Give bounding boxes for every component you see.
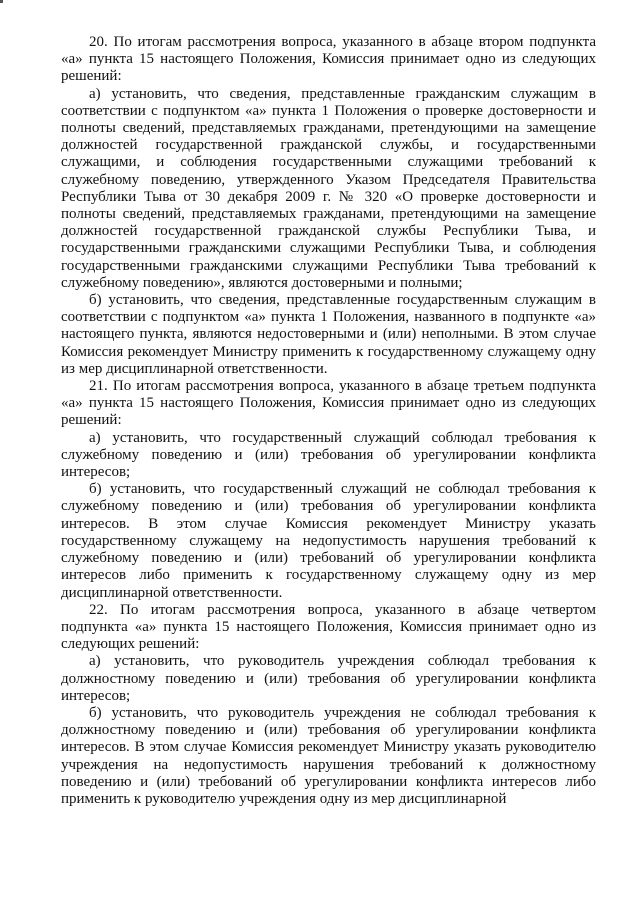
paragraph-21-a: а) установить, что государственный служащий соблюдал требования к служебному поведению и (или) требования об урегулировании конфликта интересов; [61,429,596,481]
paragraph-22-a: а) установить, что руководитель учреждения соблюдал требования к должностному поведению и (или) требования об урегулировании конфликта интересов; [61,653,596,704]
paragraph-21: 21. По итогам рассмотрения вопроса, указанного в абзаце третьем подпункта «а» пункта 15 настоящего Положения, Комиссия принимает одно из следующих решений: [61,378,596,429]
paragraph-20-b: б) установить, что сведения, представленные государственным служащим в соответствии с подпунктом «а» пункта 1 Положения, названного в подпункте «а» настоящего пункта, являются недостоверными и (или) неполными. В этом случае Комиссия рекомендует Министру применить к государственному служащему одну из мер дисциплинарной ответственности. [61,292,596,377]
paragraph-20-a: а) установить, что сведения, представленные гражданским служащим в соответствии с подпунктом «а» пункта 1 Положения о проверке достоверности и полноты сведений, представляемых гражданами, претендующими на замещение должностей государственной гражданской службы, и государственными служащими, и соблюдения государственными служащими требований к служебному поведению, утвержденного Указом Председателя Правительства Республики Тыва от 30 декабря 2009 г. № 320 «О проверке достоверности и полноты сведений, представляемых гражданами, претендующими на замещение должностей государственной гражданской службы Республики Тыва, и государственными гражданскими служащими Республики Тыва, и соблюдения государственными гражданскими служащими Республики Тыва требований к служебному поведению», являются достоверными и полными; [61,85,596,291]
scan-corner-mark [0,0,3,3]
paragraph-20: 20. По итогам рассмотрения вопроса, указанного в абзаце втором подпункта «а» пункта 15 настоящего Положения, Комиссия принимает одно из следующих решений: [61,34,596,85]
paragraph-21-b: б) установить, что государственный служащий не соблюдал требования к служебному поведению и (или) требования об урегулировании конфликта интересов. В этом случае Комиссия рекомендует Министру указать государственному служащему на недопустимость нарушения требований к служебному поведению и (или) требований об урегулировании конфликта интересов либо применить к государственному служащему одну из мер дисциплинарной ответственности. [61,481,596,601]
document-page [61,34,596,808]
paragraph-22-b: б) установить, что руководитель учреждения не соблюдал требования к должностному поведению и (или) требования об урегулировании конфликта интересов. В этом случае Комиссия рекомендует Министру указать руководителю учреждения на недопустимость нарушения требований к должностному поведению и (или) требований об урегулировании конфликта интересов либо применить к руководителю учреждения одну из мер дисциплинарной [61,704,596,807]
paragraph-22: 22. По итогам рассмотрения вопроса, указанного в абзаце четвертом подпункта «а» пункта 15 настоящего Положения, Комиссия принимает одно из следующих решений: [61,601,596,653]
